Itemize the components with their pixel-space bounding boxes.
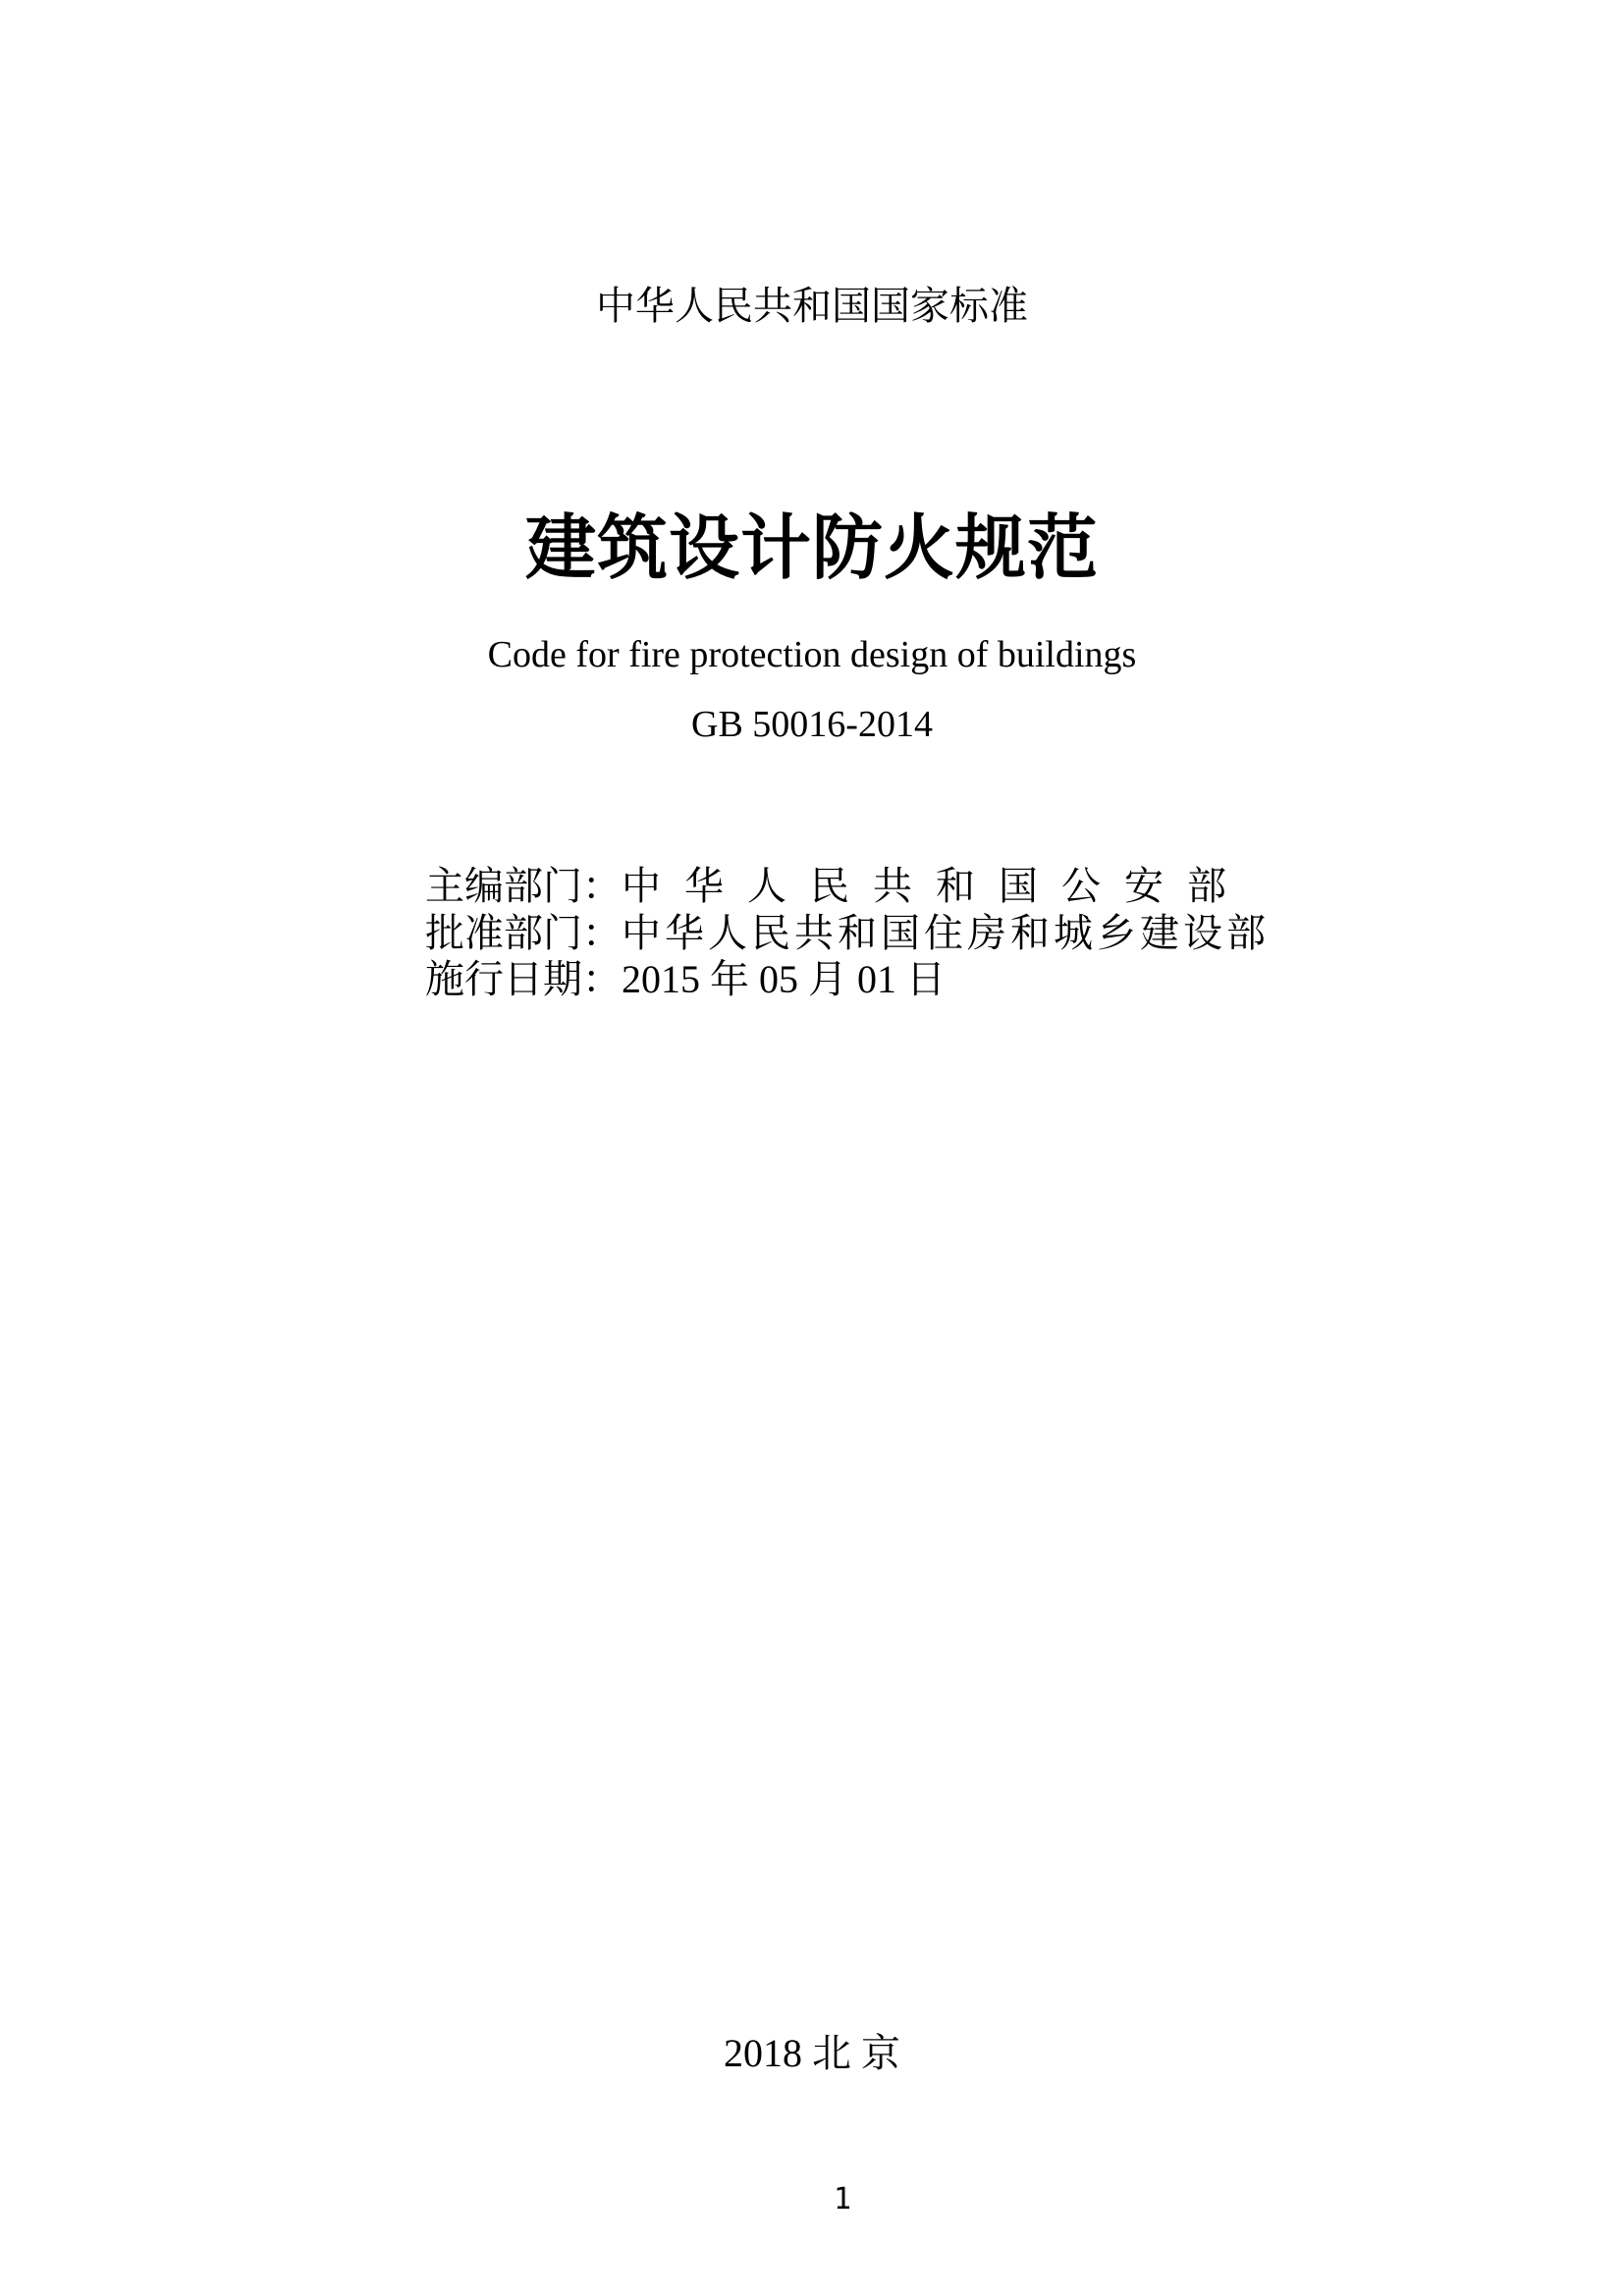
detail-value-approver: 中华人民共和国住房和城乡建设部 <box>622 910 1270 955</box>
standard-number: GB 50016-2014 <box>691 704 933 745</box>
detail-label-effective-date: 施行日期： <box>425 957 622 1001</box>
page-number: 1 <box>833 2182 852 2216</box>
detail-value-effective-date: 2015 年 05 月 01 日 <box>622 957 946 1001</box>
detail-label-chief-editor: 主编部门： <box>425 864 622 908</box>
detail-row-effective-date <box>425 956 1270 1003</box>
document-header: 中华人民共和国国家标准 <box>596 284 1028 328</box>
detail-label-approver: 批准部门： <box>425 910 622 955</box>
document-title: 建筑设计防火规范 <box>524 509 1099 588</box>
detail-value-chief-editor: 中华人民共和国公安部 <box>622 864 1250 908</box>
imprint-line: 2018 北 京 <box>724 2031 900 2075</box>
details-block <box>425 863 1270 1003</box>
detail-row-chief-editor <box>425 863 1270 910</box>
detail-row-approver <box>425 910 1270 957</box>
document-subtitle-en: Code for fire protection design of buildings <box>487 634 1137 675</box>
